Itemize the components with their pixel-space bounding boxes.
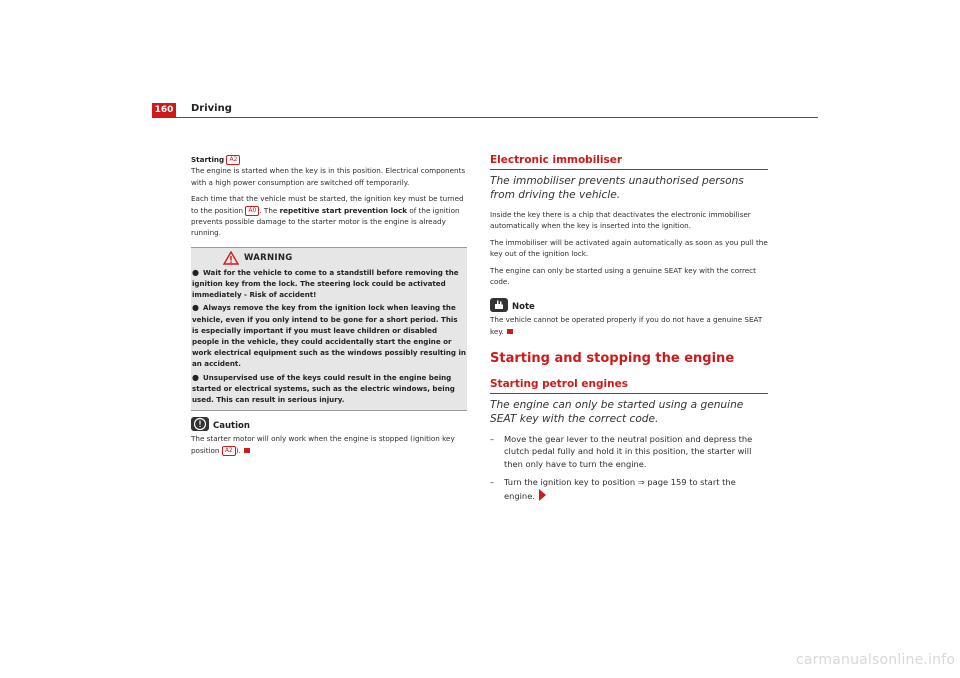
section-rule [490, 169, 768, 170]
position-ref-badge: A2 [226, 155, 240, 165]
position-ref-badge: A0 [245, 206, 259, 216]
note-title: Note [512, 302, 535, 313]
left-column [191, 154, 467, 461]
restart-text-a: Each time that the vehicle must be started, the ignition key must be turned to the position [191, 194, 464, 215]
warning-item [192, 372, 466, 406]
bullet-icon: ● [192, 267, 199, 277]
position-ref-badge: A2 [222, 446, 236, 456]
dash-marker: – [490, 433, 495, 444]
instruction-text: Turn the ignition key to position ⇒ page 159 to start the engine. [504, 477, 736, 501]
immobiliser-paragraph: The immobiliser will be activated again automatically as soon as you pull the key out of the ignition lock. [490, 237, 768, 259]
warning-item-text: Unsupervised use of the keys could result in the engine being started or electrical systems, such as the electric windows, being used. This can result in serious injury. [192, 372, 455, 405]
continue-arrow-icon [539, 489, 546, 501]
watermark: carmanualsonline.info [796, 652, 956, 668]
restart-text-c: of the ignition prevents possible damage to the starter motor is the engine is already running. [191, 205, 460, 238]
warning-item [192, 302, 466, 369]
starting-stopping-title: Starting and stopping the engine [490, 351, 735, 367]
caution-title: Caution [213, 421, 250, 432]
warning-header [191, 248, 467, 266]
page-title: Driving [191, 103, 232, 114]
caution-exclamation-icon [191, 417, 209, 431]
restart-paragraph [191, 193, 467, 239]
right-column [490, 154, 768, 508]
warning-title: WARNING [244, 252, 293, 263]
header-rule [152, 117, 818, 118]
caution-header [191, 411, 467, 433]
restart-lock-term: repetitive start prevention lock [279, 205, 408, 215]
immobiliser-paragraph: Inside the key there is a chip that deactivates the electronic immobiliser automatically when the key is inserted into the ignition. [490, 210, 751, 231]
caution-paragraph [191, 433, 467, 456]
bullet-icon: ● [192, 372, 199, 382]
warning-item-text: Always remove the key from the ignition lock when leaving the vehicle, even if you only intend to be gone for a short period. This is especially important if you must leave children or disabled people in the vehicle, they could accidentally start the engine or work electrical equipment such as the windows possibly resulting in an accident. [192, 303, 466, 369]
section-end-icon [244, 448, 250, 453]
starting-petrol-title: Starting petrol engines [490, 377, 628, 390]
warning-box [191, 247, 467, 411]
section-rule [490, 393, 768, 394]
instruction-step [490, 476, 768, 503]
immobiliser-title: Electronic immobiliser [490, 154, 623, 166]
warning-item-text: Wait for the vehicle to come to a standstill before removing the ignition key from the lock. The steering lock could be activated immediately - Risk of accident! [192, 267, 459, 300]
warning-triangle-icon [223, 251, 239, 265]
instruction-step [490, 433, 768, 471]
caution-text-a: The starter motor will only work when the engine is stopped (ignition key position [191, 434, 455, 455]
starting-text: The engine is started when the key is in this position. Electrical components with a high power consumption are switched off temporarily. [191, 166, 466, 187]
section-end-icon [507, 329, 513, 334]
caution-text-b: ). [235, 445, 241, 455]
note-header [490, 292, 768, 314]
note-text: The vehicle cannot be operated properly if you do not have a genuine SEAT key. [490, 315, 763, 336]
page-number: 160 [152, 103, 176, 117]
note-paragraph [490, 314, 768, 337]
note-hand-icon [490, 298, 508, 312]
dash-marker: – [490, 477, 495, 488]
warning-item [192, 267, 466, 301]
starting-heading: Starting [191, 155, 225, 164]
bullet-icon: ● [192, 303, 199, 313]
immobiliser-lead: The immobiliser prevents unauthorised persons from driving the vehicle. [490, 175, 744, 201]
starting-paragraph [191, 154, 467, 188]
restart-text-b: . The [259, 205, 278, 215]
instruction-text: Move the gear lever to the neutral position and depress the clutch pedal fully and hold it in this position, the starter will then only have to turn the engine. [504, 433, 753, 470]
starting-petrol-lead: The engine can only be started using a genuine SEAT key with the correct code. [490, 398, 744, 425]
immobiliser-paragraph: The engine can only be started using a genuine SEAT key with the correct code. [490, 265, 756, 287]
